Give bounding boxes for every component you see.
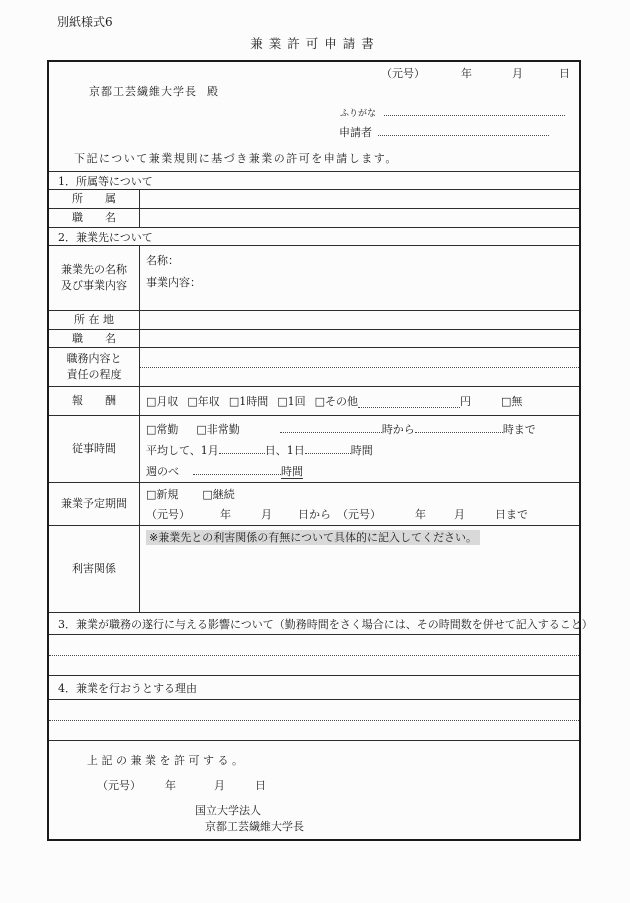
working-hours-cell [140,416,579,482]
checkbox-other[interactable]: □その他 [314,395,359,408]
duty-label-line2: 責任の程度 [66,368,122,381]
application-form [47,60,593,841]
employer-name-label-line2: 及び事業内容 [61,279,127,292]
checkbox-continue[interactable]: □継続 [202,488,235,501]
average-mid: 日、1日 [264,444,305,457]
working-hours-label: 従事時間 [49,416,140,482]
average-suffix: 時間 [350,444,373,457]
hours-to-field[interactable] [415,420,503,433]
interest-label: 利害関係 [49,526,140,612]
honorific: 殿 [207,85,219,98]
approval-month-label[interactable]: 月 [214,779,225,792]
checkbox-new[interactable]: □新規 [146,488,179,501]
period-day1[interactable]: 日から [298,508,331,521]
approval-era-label[interactable]: （元号） [97,779,141,792]
employer-address-label: 所 在 地 [49,311,140,329]
checkbox-per-time[interactable]: □1回 [277,395,306,408]
employer-name-input-cell[interactable] [140,246,579,310]
addressee-line [89,83,219,99]
approval-block [49,740,579,839]
employer-position-label: 職 名 [49,330,140,347]
days-per-month-field[interactable] [219,441,265,454]
section3-input-area[interactable] [49,634,579,675]
affiliation-input-cell[interactable] [140,190,579,208]
applicant-label: 申請者 [339,126,372,139]
duty-divider-dotted-line [140,367,579,368]
reward-amount-field[interactable] [358,395,460,408]
reward-row [49,386,579,415]
employer-position-input-cell[interactable] [140,330,579,347]
weekly-hours-field[interactable] [193,462,281,475]
addressee: 京都工芸繊維大学長 [89,85,197,98]
employer-name-label-line1: 兼業先の名称 [61,263,127,276]
position-label: 職 名 [49,209,140,227]
approval-date-line [97,777,266,793]
checkbox-fulltime[interactable]: □常勤 [146,423,179,436]
approval-statement: 上記の兼業を許可する。 [87,754,247,767]
checkbox-monthly[interactable]: □月収 [146,395,179,408]
approval-day-label[interactable]: 日 [255,779,266,792]
applicant-name-field[interactable] [378,123,549,136]
period-month2[interactable]: 月 [454,508,465,521]
employer-address-input-cell[interactable] [140,311,579,329]
section1-heading: 1．所属等について [49,171,579,189]
period-era1[interactable]: （元号） [146,508,190,521]
period-row [49,482,579,525]
furigana-label: ふりがな [340,109,377,119]
document-title: 兼業許可申請書 [250,36,380,51]
form-header [49,62,579,171]
employer-name-prefix: 名称： [146,254,179,267]
section4-heading: 4．兼業を行おうとする理由 [49,675,579,699]
duty-input-cell[interactable] [140,348,579,386]
period-cell [140,483,579,525]
year-label[interactable]: 年 [461,67,472,80]
duty-label-line1: 職務内容と [66,352,122,365]
hours-to-suffix: 時まで [502,423,536,436]
period-day2[interactable]: 日まで [495,508,528,521]
interest-row [49,525,579,612]
interest-note: ※兼業先との利害関係の有無について具体的に記入してください。 [146,530,480,545]
approval-signer: 京都工芸繊維大学長 [205,820,304,833]
affiliation-label: 所 属 [49,190,140,208]
furigana-field[interactable] [384,103,565,116]
position-input-cell[interactable] [140,209,579,227]
weekly-prefix: 週のべ [146,465,179,478]
position-row [49,208,579,227]
affiliation-row [49,189,579,208]
checkbox-hourly[interactable]: □1時間 [228,395,269,408]
employer-address-row [49,310,579,329]
employer-name-row [49,245,579,310]
section2-heading: 2．兼業先について [49,227,579,245]
application-date-line [381,65,579,81]
period-era2[interactable]: （元号） [337,508,381,521]
average-prefix: 平均して、1月 [146,444,219,457]
section4-dotted-line [49,720,579,721]
period-label: 兼業予定期間 [49,483,140,525]
weekly-suffix: 時間 [281,465,303,478]
checkbox-none[interactable]: □無 [501,395,523,408]
section3-heading: 3．兼業が職務の遂行に与える影響について（勤務時間をさく場合には、その時間数を併せて記入すること） [49,612,579,634]
era-label[interactable]: （元号） [381,67,425,80]
reward-options-cell [140,387,579,415]
applicant-line [339,123,549,140]
hours-from-suffix: 時から [381,423,415,436]
hours-per-day-field[interactable] [305,441,351,454]
employer-position-row [49,329,579,347]
section4-input-area[interactable] [49,699,579,740]
declaration-text: 下記について兼業規則に基づき兼業の許可を申請します。 [74,152,398,165]
duty-row [49,347,579,386]
working-hours-row [49,415,579,482]
period-month1[interactable]: 月 [261,508,272,521]
approval-organization: 国立大学法人 [195,804,261,817]
reward-unit: 円 [460,395,472,408]
section3-dotted-line [49,655,579,656]
reward-label: 報 酬 [49,387,140,415]
furigana-line [340,103,565,119]
approval-year-label[interactable]: 年 [165,779,176,792]
business-content-prefix: 事業内容： [146,276,201,289]
checkbox-parttime[interactable]: □非常勤 [196,423,240,436]
period-year1[interactable]: 年 [220,508,231,521]
hours-from-field[interactable] [280,420,382,433]
period-year2[interactable]: 年 [415,508,426,521]
month-label[interactable]: 月 [512,67,523,80]
checkbox-yearly[interactable]: □年収 [187,395,220,408]
day-label[interactable]: 日 [559,67,570,80]
interest-input-cell[interactable] [140,526,579,612]
form-number: 別紙様式6 [57,15,113,29]
